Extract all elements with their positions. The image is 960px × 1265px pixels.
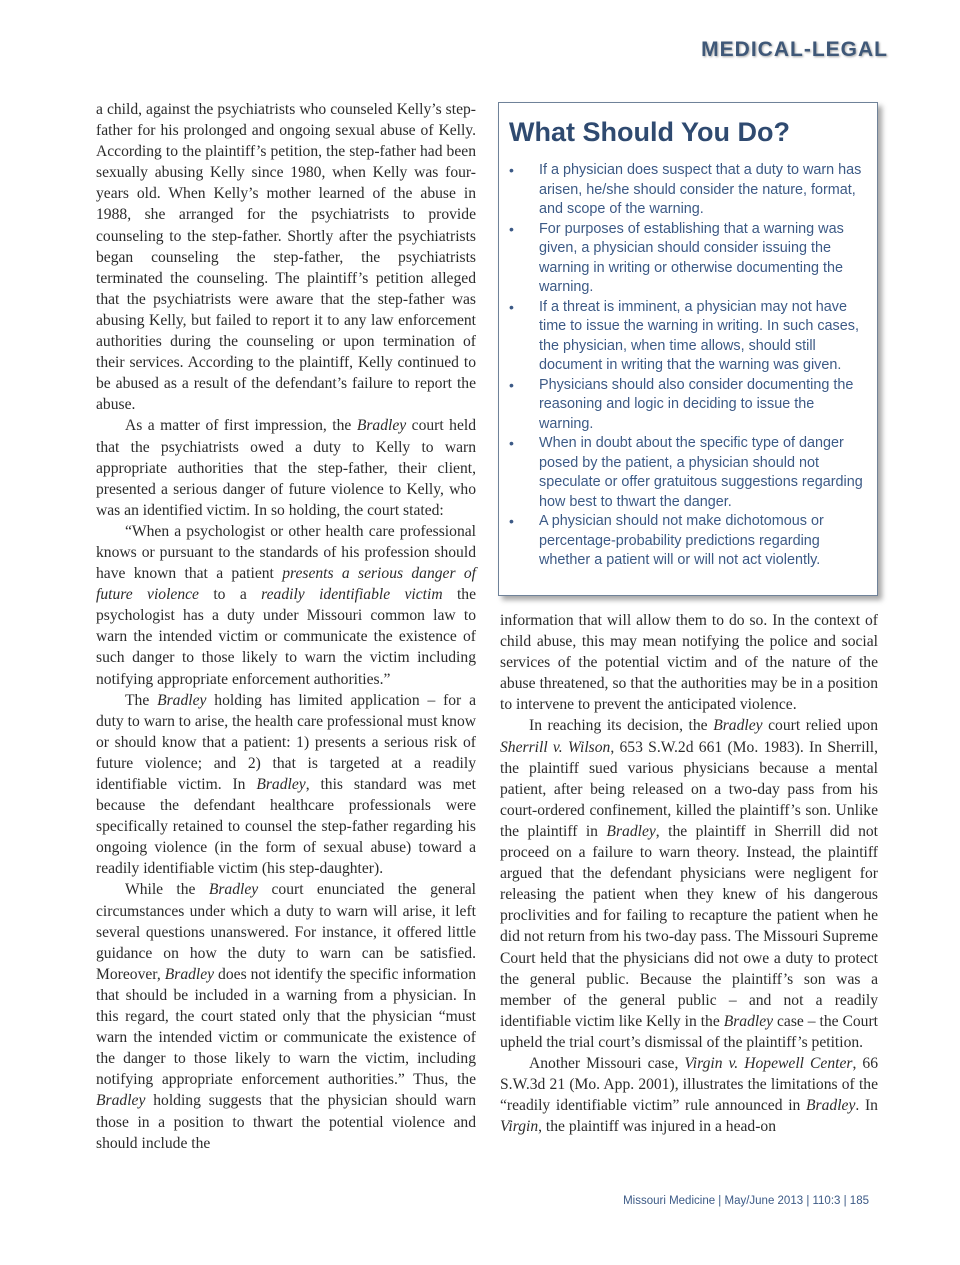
- what-should-you-do-callout: [498, 102, 878, 596]
- case-name: Bradley: [164, 965, 215, 983]
- case-name: Bradley: [208, 881, 259, 899]
- list-item: • A physician should not make dichotomous or percentage-probability predictions regarding whether a patient will or will not act violently.: [509, 513, 824, 568]
- right-column: [500, 610, 878, 1137]
- bullet-icon: •: [509, 162, 514, 178]
- paragraph: a child, against the psychiatrists who counseled Kelly’s step-father for his prolonged and ongoing sexual abuse of Kelly. According to the plaintiff’s petition, the step-father had been sexually abusing Kelly since 1980, when Kelly was four-years old. When Kelly’s mother learned of the abuse in 1988, she arranged for the psychiatrists to provide counseling to the step-father. Shortly after the psychiatrists began counseling the step-father, the psychiatrists terminated the counseling. The plaintiff’s petition alleged that the psychiatrists were aware that the step-father was abusing Kelly, but failed to report it to any law enforcement authorities during the counseling or upon termination of their services. According to the plaintiff, Kelly continued to be abused as a result of the defendant’s failure to report the abuse.: [96, 101, 476, 414]
- quotation: “When a psychologist or other health care professional knows or pursuant to the standards of his profession should have known that a patient presents a serious danger of future violence to a readily identifiable victim the psychologist has a duty under Missouri common law to warn the intended victim or communicate the existence of such danger to those likely to warn the victim including notifying appropriate enforcement authorities.”: [96, 522, 477, 688]
- case-name: Bradley: [256, 776, 306, 793]
- case-citation: Virgin v. Hopewell Center: [684, 1054, 853, 1072]
- bullet-icon: •: [509, 298, 514, 315]
- bullet-icon: •: [509, 376, 514, 393]
- paragraph: In reaching its decision, the Bradley court relied upon Sherrill v. Wilson, 653 S.W.2d 661 (Mo. 1983). In Sherrill, the plaintiff sued various physicians because a mental patient, after being released on a two-day pass from his court-ordered confinement, killed the plaintiff’s son. Unlike the plaintiff in Bradley, the plaintiff in Sherrill did not proceed on a failure to warn theory. Instead, the plaintiff argued that the defendant physicians were negligent for releasing the patient when they knew of his dangerous proclivities and for failing to recapture the patient when he did not return from his two-day pass. The Missouri Supreme Court held that the physicians did not owe a duty to protect the general public. Because the plaintiff’s son was a member of the general public – and not a readily identifiable victim like Kelly in the Bradley case – the Court upheld the trial court’s dismissal of the plaintiff’s petition.: [500, 717, 879, 1051]
- left-column: [96, 99, 476, 1154]
- page-footer: Missouri Medicine | May/June 2013 | 110:3 | 185: [623, 1195, 869, 1207]
- paragraph: information that will allow them to do so. In the context of child abuse, this may mean notifying the police and social services of the potential victim and of the nature of the abuse threatened, so that the authorities may be in a position to intervene to prevent the anticipated violence.: [500, 612, 878, 714]
- list-item: • If a physician does suspect that a duty to warn has arisen, he/she should consider the nature, format, and scope of the warning.: [509, 162, 862, 217]
- paragraph: The Bradley holding has limited application – for a duty to warn to arise, the health care professional must know or should know that a patient: 1) presents a serious risk of future violence; and 2) that is targeted at a readily identifiable victim. In Bradley, this standard was met because the defendant healthcare professionals were specifically retained to counsel the step-father regarding his ongoing violence (in the form of sexual abuse) toward a readily identifiable victim (his step-daughter).: [96, 691, 476, 878]
- case-name: Virgin: [500, 1118, 539, 1136]
- paragraph: While the Bradley court enunciated the general circumstances under which a duty to warn will arise, it left several questions unanswered. For instance, it offered little guidance on how the duty to warn can be satisfied. Moreover, Bradley does not identify the specific information that should be included in a warning from a physician. In this regard, the court stated only that the physician “must warn the intended victim or communicate the existence of the danger to those likely to warn the victim, including notifying appropriate enforcement authorities.” Thus, the Bradley holding suggests that the physician should warn those in a position to thwart the potential violence and should include the: [96, 881, 477, 1152]
- list-item: • For purposes of establishing that a warning was given, a physician should consider issuing the warning in writing or otherwise documenting the warning.: [509, 220, 844, 295]
- case-name: Bradley: [356, 417, 407, 435]
- case-name: Bradley: [713, 717, 763, 735]
- case-name: Bradley: [96, 1092, 146, 1110]
- section-header: MEDICAL-LEGAL: [701, 38, 888, 61]
- list-item: • If a threat is imminent, a physician may not have time to issue the warning in writing. In such cases, the physician, when time allows, should still document in writing that the warning was given.: [509, 298, 859, 373]
- callout-title: What Should You Do?: [509, 117, 790, 147]
- case-citation: Sherrill v. Wilson: [500, 738, 611, 756]
- callout-list: [509, 161, 863, 571]
- paragraph: Another Missouri case, Virgin v. Hopewell Center, 66 S.W.3d 21 (Mo. App. 2001), illustrates the limitations of the “readily identifiable victim” rule announced in Bradley. In Virgin, the plaintiff was injured in a head-on: [500, 1054, 879, 1136]
- list-item: • Physicians should also consider documenting the reasoning and logic in deciding to issue the warning.: [509, 376, 854, 432]
- list-item: • When in doubt about the specific type of danger posed by the patient, a physician should not speculate or offer gratuitous suggestions regarding how best to thwart the danger.: [509, 435, 863, 510]
- paragraph: As a matter of first impression, the Bradley court held that the psychiatrists owed a duty to Kelly to warn appropriate authorities that the step-father, their client, presented a serious danger of future violence to Kelly, who was an identified victim. In so holding, the court stated:: [96, 417, 476, 519]
- case-name: Bradley: [806, 1097, 856, 1115]
- case-name: Bradley: [606, 822, 656, 840]
- bullet-icon: •: [509, 435, 514, 451]
- bullet-icon: •: [509, 513, 514, 529]
- case-name: Bradley: [723, 1012, 774, 1030]
- case-name: Bradley: [157, 691, 207, 709]
- bullet-icon: •: [509, 220, 514, 237]
